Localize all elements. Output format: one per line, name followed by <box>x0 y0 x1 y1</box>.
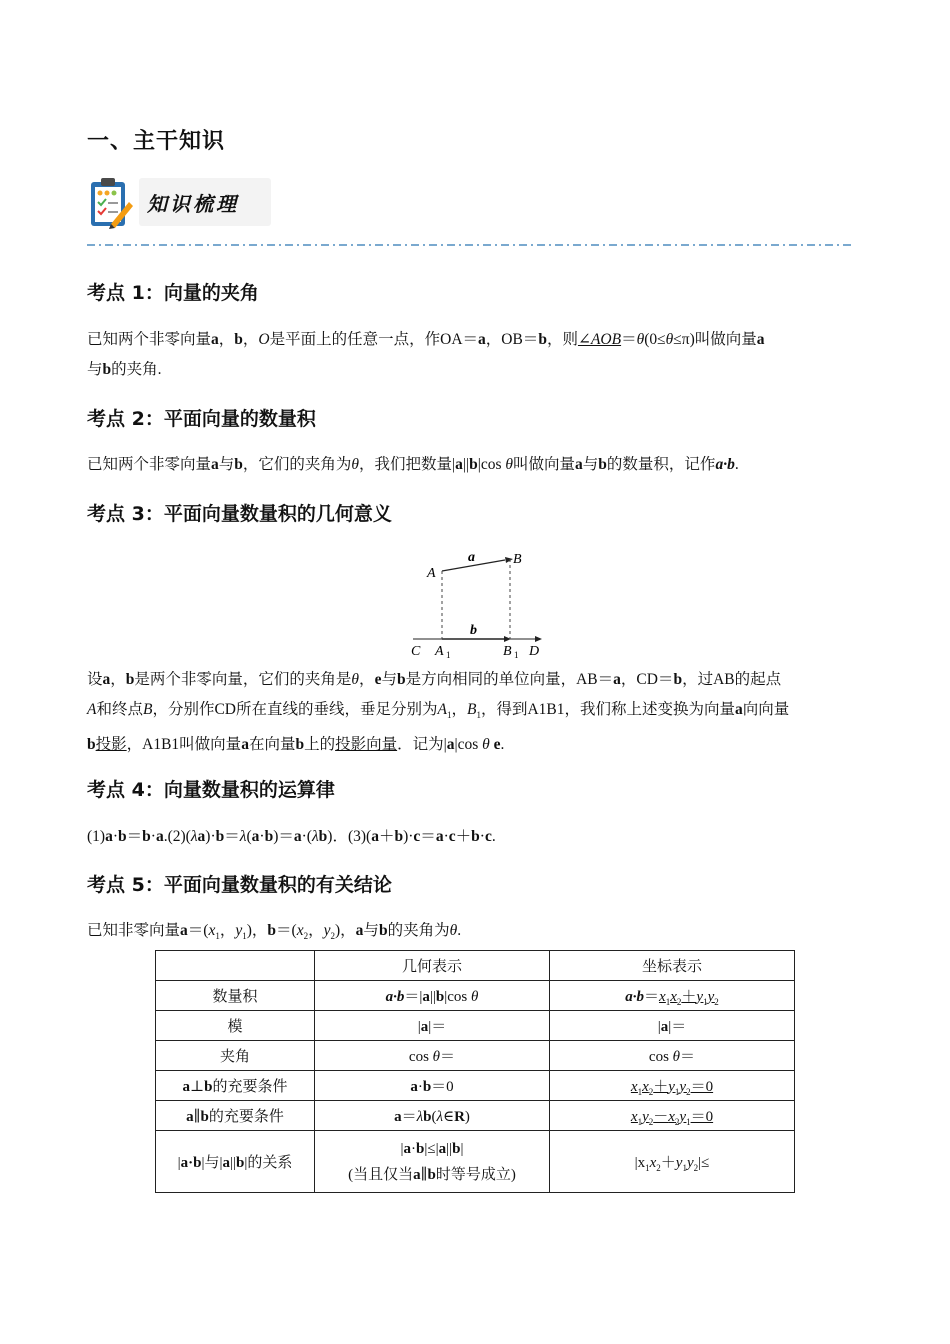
dotted-divider <box>87 234 852 238</box>
table-cell: $x_1y_2-x_2y_1=0$ <box>550 1101 795 1131</box>
table-cell: a·b＝0 <box>315 1071 550 1101</box>
table-cell: 夹角 <box>156 1041 315 1071</box>
table-row <box>156 1011 795 1041</box>
label-A: A <box>427 566 436 581</box>
k2-paragraph: 已知两个非零向量a与b，它们的夹角为θ，我们把数量|a||b|cos θ叫做向量a与b的数量积，记作a·b. <box>87 456 739 473</box>
k5-paragraph: 已知非零向量$a=(x_1$，$y_1$)，$b=(x_2$，$y_2$)，a与b的夹角为θ. <box>87 922 462 942</box>
label-A1-sub: 1 <box>446 650 451 660</box>
table-cell: $x_1x_2+y_1y_2=0$ <box>550 1071 795 1101</box>
label-b: b <box>470 623 477 638</box>
table-cell: a·b＝|a||b|cos θ <box>315 981 550 1011</box>
table-cell: 数量积 <box>156 981 315 1011</box>
table-row <box>156 1101 795 1131</box>
table-header-row <box>156 951 795 981</box>
label-B: B <box>513 552 522 567</box>
table-cell: |a|＝ <box>315 1011 550 1041</box>
table-cell: |a|＝ <box>550 1011 795 1041</box>
k2-title: 考点 2：平面向量的数量积 <box>87 408 316 430</box>
table-cell: a∥b的充要条件 <box>156 1101 315 1131</box>
k4-paragraph: (1)a·b＝b·a.(2)(λa)·b＝λ(a·b)＝a·(λb)．(3)(a＋b)·c＝a·c＋b·c. <box>87 828 496 845</box>
table-cell: a＝λb(λ∈R) <box>315 1101 550 1131</box>
table-cell: 模 <box>156 1011 315 1041</box>
table-cell: cos θ＝ <box>315 1041 550 1071</box>
table-cell: cos θ＝ <box>550 1041 795 1071</box>
section-title: 一、主干知识 <box>87 129 226 154</box>
table-header: 几何表示 <box>315 951 550 981</box>
k3-title: 考点 3：平面向量数量积的几何意义 <box>87 503 392 525</box>
table-cell: |a·b|与|a||b|的关系 <box>156 1131 315 1193</box>
label-D: D <box>529 644 540 659</box>
k1-paragraph: 已知两个非零向量a，b，O是平面上的任意一点，作OA＝a，OB＝b，则∠AOB＝θ(0≤θ≤π)叫做向量a 与b的夹角. <box>87 331 765 378</box>
table-row <box>156 1131 795 1193</box>
banner-label: 知识梳理 <box>147 192 239 216</box>
table-header: 坐标表示 <box>550 951 795 981</box>
k3-paragraph: 设a，b是两个非零向量，它们的夹角是θ，e与b是方向相同的单位向量，AB＝a，CD＝b，过AB的起点 A和终点B，分别作CD所在直线的垂线，垂足分别为$A_1$，$B_1$，得到A1B1，我们称上述变换为向量a向向量 b投影，A1B1叫做向量a在向量b上的投影向量．记为|a|cos θ e. <box>87 671 790 754</box>
k1-title: 考点 1：向量的夹角 <box>87 282 259 304</box>
table-cell: a⊥b的充要条件 <box>156 1071 315 1101</box>
conclusions-table <box>155 950 795 1193</box>
table-cell: |a·b|≤|a||b| (当且仅当a∥b时等号成立) <box>315 1131 550 1193</box>
table-cell: $a\cdot b=x_1x_2+y_1y_2$ <box>550 981 795 1011</box>
table-row <box>156 1071 795 1101</box>
table-row <box>156 1041 795 1071</box>
table-header <box>156 951 315 981</box>
table-cell: $|x_1x_2+y_1y_2|\le$ <box>550 1131 795 1193</box>
label-B1-sub: 1 <box>514 650 519 660</box>
label-A1: A <box>435 644 444 659</box>
k4-title: 考点 4：向量数量积的运算律 <box>87 779 335 801</box>
clipboard-checklist-icon <box>87 176 135 230</box>
k5-title: 考点 5：平面向量数量积的有关结论 <box>87 874 392 896</box>
label-C: C <box>411 644 421 659</box>
projection-diagram <box>405 543 555 661</box>
label-B1: B <box>503 644 512 659</box>
table-row <box>156 981 795 1011</box>
knowledge-banner <box>87 176 277 232</box>
label-a: a <box>468 550 475 565</box>
